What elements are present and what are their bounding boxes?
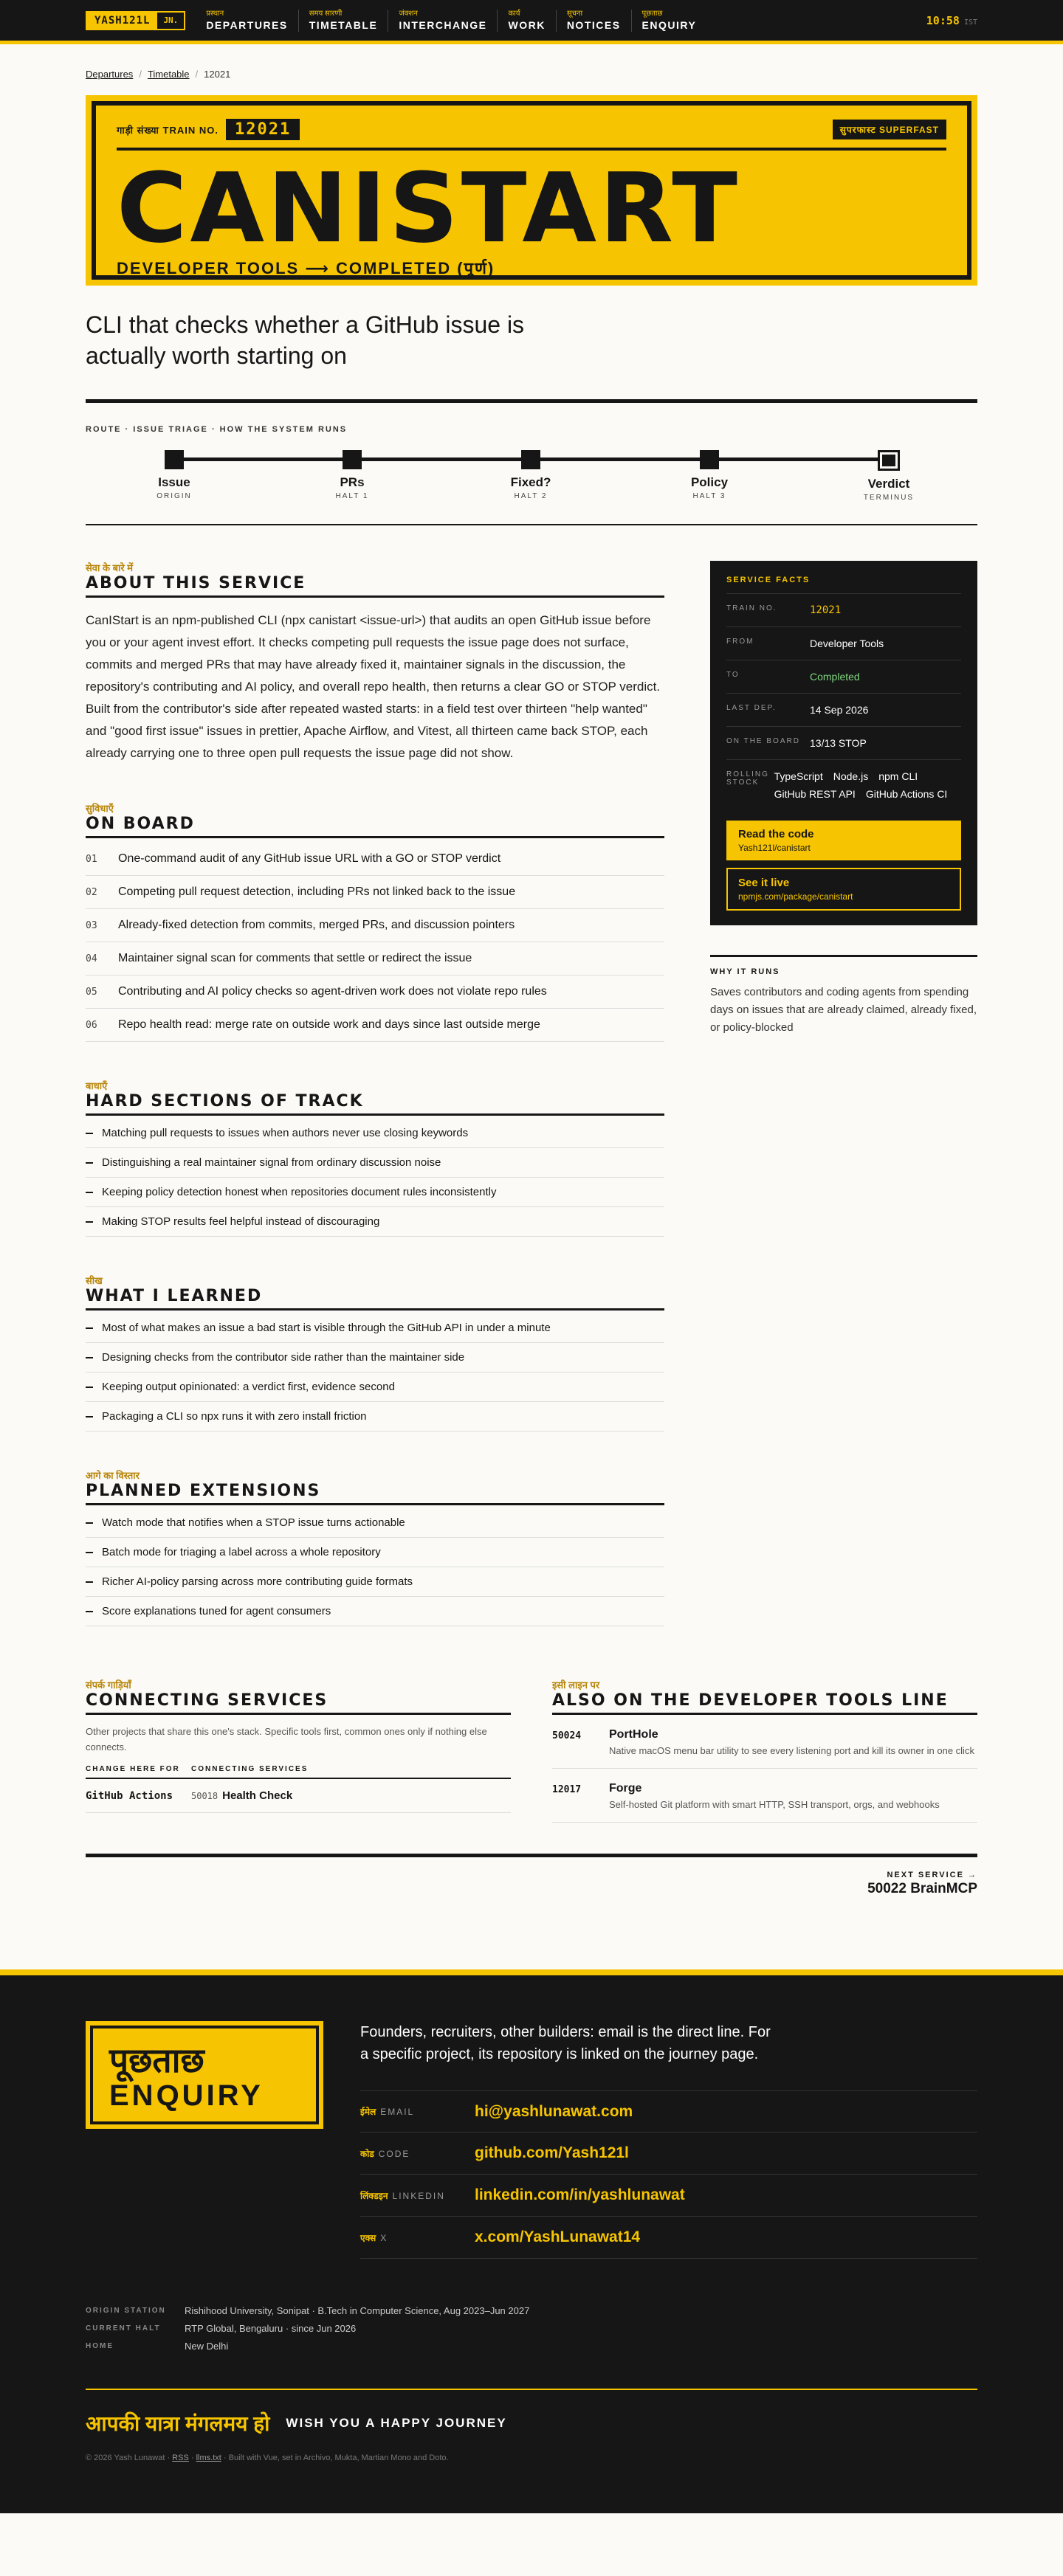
stop-name: Verdict [867, 477, 910, 491]
stop-name: PRs [340, 475, 365, 489]
fact-value: 12021 [810, 604, 842, 616]
copyright-credits: · Built with Vue, set in Archivo, Mukta, Martian Mono and Doto. [223, 2454, 449, 2462]
section-title: PLANNED EXTENSIONS [86, 1482, 664, 1505]
dash-icon [86, 1133, 93, 1134]
dash-icon [86, 1522, 93, 1524]
fact-value: 14 Sep 2026 [810, 704, 869, 716]
stop-sub: HALT 3 [692, 492, 726, 500]
meta-row [86, 2337, 977, 2355]
meta-row [86, 2319, 977, 2337]
stop-marker [521, 450, 540, 469]
service-number: 50024 [552, 1730, 582, 1741]
dash-icon [86, 1327, 93, 1329]
service-number: 12017 [552, 1784, 582, 1795]
section-title: HARD SECTIONS OF TRACK [86, 1092, 664, 1116]
train-number-label: गाड़ी संख्या TRAIN NO. [117, 124, 219, 136]
meta-value: Rishihood University, Sonipat · B.Tech in Computer Science, Aug 2023–Jun 2027 [185, 2304, 530, 2316]
read-code-button[interactable] [726, 821, 961, 860]
fact-row [726, 660, 961, 693]
why-it-runs [710, 955, 977, 1037]
contact-label [360, 2105, 475, 2118]
contact-email[interactable] [360, 2090, 977, 2133]
route-from: DEVELOPER TOOLS [117, 259, 300, 277]
clock-time: 10:58 [926, 13, 960, 27]
item-text: Watch mode that notifies when a STOP issue turns actionable [102, 1516, 405, 1529]
fact-row [726, 693, 961, 726]
superfast-badge: सुपरफास्ट SUPERFAST [833, 120, 946, 139]
fact-key: FROM [726, 638, 754, 646]
breadcrumb-separator: / [195, 69, 199, 80]
facts-title: SERVICE FACTS [726, 576, 811, 584]
next-service[interactable] [86, 1854, 977, 1897]
contact-label-hindi: ईमेल [360, 2107, 376, 2117]
fact-row [726, 726, 961, 759]
fact-key: TO [726, 671, 740, 679]
nav-notices[interactable] [556, 10, 631, 32]
list-item [86, 1119, 664, 1148]
section-hindi: सुविधाएँ [86, 803, 114, 814]
item-text: Contributing and AI policy checks so agent-driven work does not violate repo rules [118, 985, 547, 998]
list-item [86, 1508, 664, 1538]
enquiry-box [86, 2021, 323, 2129]
journey-hindi: आपकी यात्रा मंगलमय हो [86, 2412, 270, 2435]
change-here-for: GitHub Actions [86, 1789, 173, 1802]
section-title: ON BOARD [86, 815, 664, 838]
meta-row [86, 2302, 977, 2319]
stop-name: Fixed? [510, 475, 551, 489]
list-item [86, 942, 664, 976]
stock-item: GitHub REST API [774, 788, 856, 800]
dash-icon [86, 1162, 93, 1164]
list-item [86, 1372, 664, 1402]
list-item[interactable] [552, 1769, 977, 1823]
dash-icon [86, 1357, 93, 1358]
button-url: npmjs.com/package/canistart [738, 891, 853, 902]
route-stop [665, 450, 754, 500]
breadcrumb-timetable[interactable]: Timetable [147, 69, 190, 80]
contact-value: linkedin.com/in/yashlunawat [475, 2186, 685, 2203]
contact-label-en: LINKEDIN [392, 2190, 445, 2201]
route-stop [308, 450, 396, 500]
item-text: Keeping output opinionated: a verdict first, evidence second [102, 1381, 395, 1393]
nav-label: NOTICES [566, 18, 621, 31]
contact-label-en: X [380, 2232, 388, 2243]
contact-code[interactable] [360, 2133, 977, 2175]
contact-label [360, 2189, 475, 2202]
service-name: Forge [609, 1782, 642, 1795]
next-service-name: 50022 BrainMCP [867, 1881, 977, 1896]
footer [0, 1969, 1063, 2513]
item-text: Richer AI-policy parsing across more contributing guide formats [102, 1575, 413, 1588]
stop-sub: HALT 2 [514, 492, 548, 500]
item-number: 01 [86, 853, 97, 865]
dash-icon [86, 1221, 93, 1223]
list-item [86, 1597, 664, 1626]
section-hindi: आगे का विस्तार [86, 1470, 140, 1481]
nav-hindi: समय सारणी [309, 9, 343, 18]
nav-hindi: कार्य [508, 9, 520, 18]
list-item [86, 909, 664, 942]
contact-value: x.com/YashLunawat14 [475, 2228, 641, 2245]
fact-value: 13/13 STOP [810, 737, 867, 749]
fact-row [726, 626, 961, 660]
section-hindi: इसी लाइन पर [552, 1679, 600, 1691]
button-title: See it live [738, 877, 790, 889]
button-url: Yash121l/canistart [738, 843, 811, 853]
nav-label: TIMETABLE [309, 18, 378, 31]
rss-link[interactable]: RSS [172, 2454, 189, 2462]
service-desc: Self-hosted Git platform with smart HTTP, SSH transport, orgs, and webhooks [609, 1799, 940, 1810]
meta-value: RTP Global, Bengaluru · since Jun 2026 [185, 2322, 357, 2334]
nav-label: ENQUIRY [641, 18, 697, 31]
stock-item: npm CLI [878, 770, 918, 782]
item-text: Matching pull requests to issues when authors never use closing keywords [102, 1127, 469, 1139]
logo-tag: JN. [163, 15, 179, 25]
list-item [86, 1178, 664, 1207]
planned-section [86, 1468, 664, 1626]
route-to: COMPLETED (पूर्ण) [335, 259, 495, 277]
section-title: ALSO ON THE DEVELOPER TOOLS LINE [552, 1691, 977, 1715]
nav-work[interactable] [497, 10, 555, 32]
item-text: Score explanations tuned for agent consumers [102, 1605, 331, 1617]
breadcrumb-departures[interactable]: Departures [86, 69, 134, 80]
nav-hindi: सूचना [566, 9, 583, 18]
dash-icon [86, 1611, 93, 1612]
connecting-description: Other projects that share this one's stack. Specific tools first, common ones only if nothing else connects. [86, 1726, 487, 1753]
contact-label-hindi: लिंक्डइन [360, 2190, 388, 2201]
list-item [86, 1009, 664, 1042]
llms-link[interactable]: llms.txt [196, 2454, 221, 2462]
list-item [86, 1313, 664, 1343]
meta-value: New Delhi [185, 2340, 229, 2352]
divider [86, 524, 977, 525]
main-content [86, 561, 977, 1663]
meta-key: CURRENT HALT [86, 2324, 161, 2332]
list-item [86, 1148, 664, 1178]
nav-hindi: जंक्शन [399, 9, 418, 18]
main-nav [206, 10, 706, 32]
connections [86, 1678, 977, 1823]
route-stop [844, 450, 933, 502]
fact-value: Completed [810, 671, 860, 683]
tagline: CLI that checks whether a GitHub issue is actually worth starting on [86, 311, 525, 369]
item-text: Distinguishing a real maintainer signal from ordinary discussion noise [102, 1156, 441, 1169]
item-text: Repo health read: merge rate on outside work and days since last outside merge [118, 1018, 540, 1031]
fact-key: TRAIN NO. [726, 604, 777, 612]
board-header [117, 119, 946, 151]
item-text: Maintainer signal scan for comments that settle or redirect the issue [118, 952, 472, 964]
section-title: WHAT I LEARNED [86, 1287, 664, 1311]
stock-item: GitHub Actions CI [865, 788, 948, 800]
rolling-stock-list [774, 767, 961, 803]
list-item[interactable] [552, 1715, 977, 1769]
train-number [117, 119, 300, 140]
stop-name: Issue [158, 475, 190, 489]
section-hindi: सीख [86, 1275, 103, 1286]
item-text: Making STOP results feel helpful instead of discouraging [102, 1215, 380, 1228]
logo-main: YASH121L [87, 13, 157, 29]
stop-marker [700, 450, 719, 469]
learned-section [86, 1274, 664, 1432]
nav-departures[interactable] [206, 10, 297, 32]
dash-icon [86, 1552, 93, 1553]
section-title: ABOUT THIS SERVICE [86, 574, 664, 598]
item-text: Packaging a CLI so npx runs it with zero install friction [102, 1410, 367, 1423]
fact-key: ROLLING STOCK [726, 770, 769, 787]
route-label: ROUTE · ISSUE TRIAGE · HOW THE SYSTEM RUNS [86, 425, 348, 434]
enquiry-title: ENQUIRY [109, 2079, 264, 2112]
service-name: PortHole [609, 1728, 658, 1741]
fact-row [726, 593, 961, 626]
item-text: Designing checks from the contributor side rather than the maintainer side [102, 1351, 465, 1364]
button-title: Read the code [738, 828, 814, 840]
about-section [86, 561, 664, 764]
divider [86, 2389, 977, 2390]
copyright-sep: · [190, 2454, 194, 2462]
list-item [86, 876, 664, 909]
terminus-marker [878, 450, 900, 471]
stop-sub: TERMINUS [863, 494, 915, 502]
arrow-icon: ⟶ [305, 259, 330, 277]
departure-board [86, 95, 977, 286]
also-on-line [552, 1678, 977, 1823]
contact-label-en: CODE [378, 2148, 410, 2159]
left-column [86, 561, 664, 1663]
item-number: 03 [86, 919, 97, 931]
top-bar [0, 0, 1063, 44]
why-title: WHY IT RUNS [710, 967, 780, 976]
next-service-label: NEXT SERVICE → [887, 1871, 977, 1879]
list-item [86, 1207, 664, 1237]
column-header: CONNECTING SERVICES [191, 1765, 309, 1773]
item-text: One-command audit of any GitHub issue URL with a GO or STOP verdict [118, 852, 501, 865]
nav-timetable[interactable] [298, 10, 388, 32]
item-number: 06 [86, 1019, 97, 1031]
why-text: Saves contributors and coding agents from spending days on issues that are already claimed, already fixed, or policy-blocked [710, 986, 977, 1034]
nav-label: DEPARTURES [206, 18, 288, 31]
item-text: Keeping policy detection honest when repositories document rules inconsistently [102, 1186, 497, 1198]
journey-greeting [86, 2409, 977, 2437]
journey-english: WISH YOU A HAPPY JOURNEY [286, 2416, 507, 2430]
divider [86, 399, 977, 403]
item-number: 05 [86, 986, 97, 998]
list-item [86, 1343, 664, 1372]
item-text: Batch mode for triaging a label across a whole repository [102, 1546, 381, 1558]
breadcrumb [86, 69, 977, 80]
onboard-section [86, 801, 664, 1042]
nav-label: INTERCHANGE [399, 18, 487, 31]
route-stop [130, 450, 219, 500]
item-number: 04 [86, 953, 97, 964]
section-hindi: संपर्क गाड़ियाँ [86, 1679, 131, 1691]
contact-x[interactable] [360, 2217, 977, 2259]
service-number: 50018 [191, 1790, 219, 1801]
stop-sub: HALT 1 [335, 492, 369, 500]
list-item [86, 1538, 664, 1567]
contact-value: hi@yashlunawat.com [475, 2102, 633, 2120]
route-diagram [86, 444, 977, 511]
contact-label-en: EMAIL [380, 2107, 415, 2117]
contact-label [360, 2231, 475, 2244]
stop-marker [165, 450, 184, 469]
list-item [86, 843, 664, 876]
meta-key: ORIGIN STATION [86, 2306, 166, 2315]
nav-hindi: प्रस्थान [206, 9, 224, 18]
column-header: CHANGE HERE FOR [86, 1765, 180, 1773]
stock-item: TypeScript [774, 770, 823, 782]
enquiry-contacts [360, 2021, 977, 2259]
breadcrumb-current: 12021 [204, 69, 231, 80]
section-hindi: बाधाएँ [86, 1080, 108, 1091]
dash-icon [86, 1416, 93, 1418]
stop-name: Policy [690, 475, 729, 489]
right-column [710, 561, 977, 1663]
contact-label-hindi: एक्स [360, 2232, 376, 2243]
meta-key: HOME [86, 2341, 114, 2350]
project-title: CANISTART [117, 152, 740, 264]
fact-key: ON THE BOARD [726, 737, 800, 745]
site-logo[interactable] [86, 11, 185, 30]
connecting-services [86, 1678, 511, 1823]
copyright [86, 2454, 977, 2462]
nav-interchange[interactable] [388, 10, 497, 32]
enquiry-row [86, 2021, 977, 2259]
footer-meta [86, 2302, 977, 2355]
stop-marker [343, 450, 362, 469]
hard-section [86, 1079, 664, 1237]
section-hindi: सेवा के बारे में [86, 562, 134, 573]
dash-icon [86, 1581, 93, 1583]
connecting-table-header [86, 1755, 511, 1779]
stock-item: Node.js [833, 770, 869, 782]
fact-row [726, 759, 961, 810]
nav-label: WORK [508, 18, 546, 31]
section-title: CONNECTING SERVICES [86, 1691, 511, 1715]
breadcrumb-separator: / [139, 69, 142, 80]
see-live-button[interactable] [726, 868, 961, 911]
nav-hindi: पूछताछ [641, 9, 663, 18]
item-text: Already-fixed detection from commits, merged PRs, and discussion pointers [118, 919, 515, 931]
contact-value: github.com/Yash121l [475, 2144, 629, 2161]
route-stop [486, 450, 575, 500]
item-text: Most of what makes an issue a bad start is visible through the GitHub API in under a minute [102, 1322, 551, 1334]
contact-label-hindi: कोड [360, 2148, 374, 2159]
about-text: CanIStart is an npm-published CLI (npx canistart <issue-url>) that audits an open GitHub issue before you or your agent invest effort. It checks competing pull requests the issue page does not surface, commits and merged PRs that may have already fixed it, maintainer signals in the discussion, the repository's contributing and AI policy, and overall repo health, then returns a clear GO or STOP verdict. Built from the contributor's side after repeated wasted starts: in a field test over thirteen "help wanted" and "good first issue" issues in prettier, Apache Airflow, and Vitest, all thirteen came back STOP, each already carrying one to three open pull requests the issue page did not show. [86, 613, 661, 760]
service-desc: Native macOS menu bar utility to see every listening port and kill its owner in one click [609, 1745, 974, 1756]
enquiry-text: Founders, recruiters, other builders: email is the direct line. For a specific project, its repository is linked on the journey page. [360, 2024, 771, 2062]
enquiry-hindi: पूछताछ [109, 2041, 204, 2079]
fact-value: Developer Tools [810, 638, 884, 649]
dash-icon [86, 1192, 93, 1193]
service-facts-card [710, 561, 977, 925]
clock [926, 14, 977, 27]
table-row[interactable] [86, 1779, 511, 1813]
list-item [86, 1567, 664, 1597]
service-name: Health Check [222, 1789, 293, 1802]
dash-icon [86, 1387, 93, 1388]
fact-key: LAST DEP. [726, 704, 777, 712]
train-number-value: 12021 [226, 119, 300, 140]
item-number: 02 [86, 886, 97, 898]
contact-linkedin[interactable] [360, 2175, 977, 2217]
copyright-text: © 2026 Yash Lunawat · [86, 2454, 171, 2462]
list-item [86, 976, 664, 1009]
list-item [86, 1402, 664, 1432]
item-text: Competing pull request detection, including PRs not linked back to the issue [118, 885, 516, 898]
clock-tz: IST [963, 18, 977, 27]
contact-label [360, 2147, 475, 2160]
stop-sub: ORIGIN [156, 492, 192, 500]
nav-enquiry[interactable] [631, 10, 707, 32]
